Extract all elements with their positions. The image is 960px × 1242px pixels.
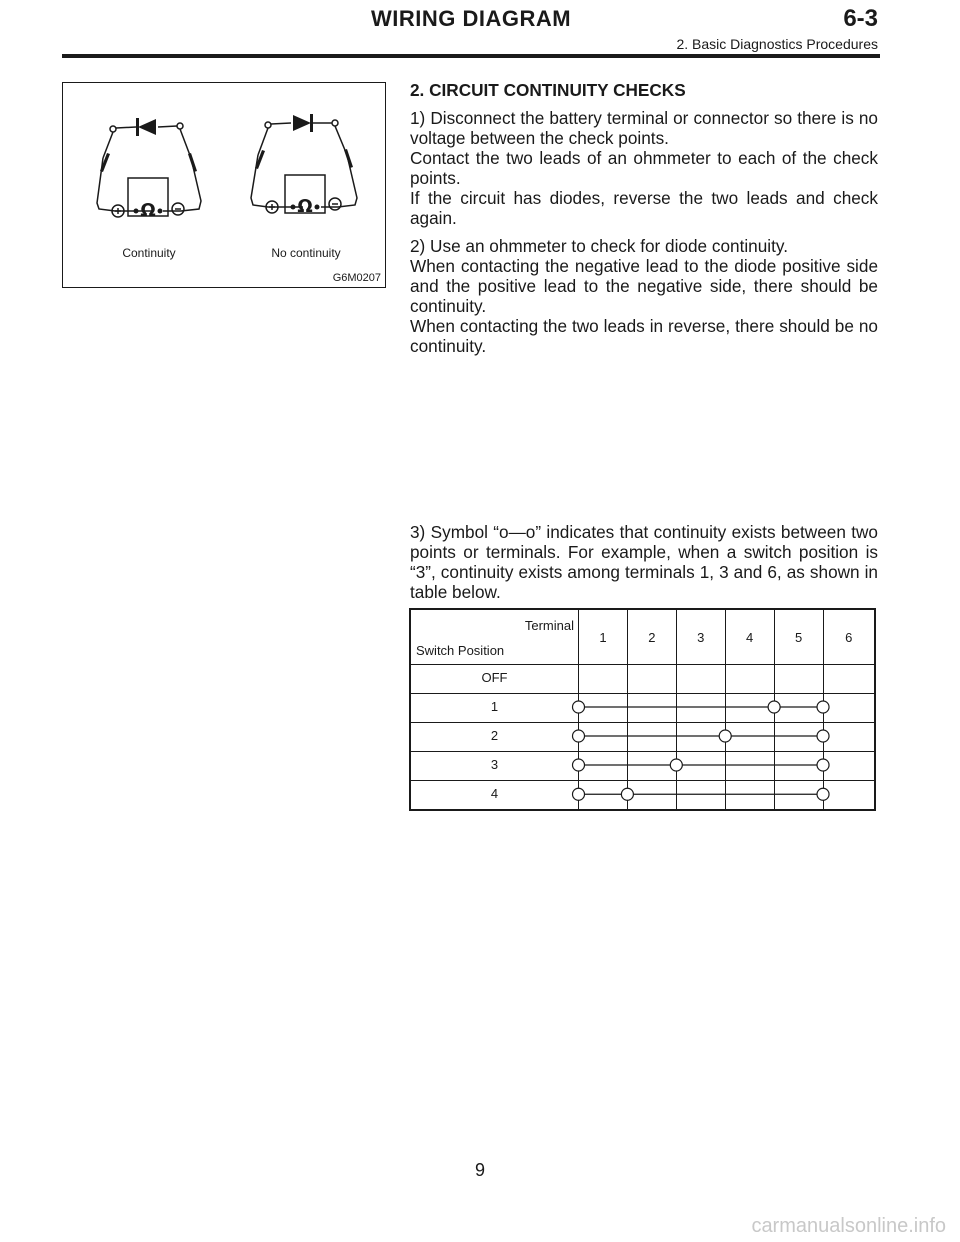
header-title: WIRING DIAGRAM — [370, 6, 572, 31]
switch-position-label: OFF — [410, 665, 579, 694]
table-cell — [579, 694, 628, 723]
table-cell — [823, 665, 875, 694]
switch-position-header: Switch Position — [416, 643, 505, 658]
table-cell — [774, 694, 823, 723]
ohm-symbol-right: Ω — [297, 196, 313, 217]
paragraph: When contacting the two leads in reverse, there should be no continuity. — [410, 316, 878, 356]
terminal-col-header: 6 — [823, 609, 875, 665]
table-cell — [627, 694, 676, 723]
table-cell — [774, 665, 823, 694]
section-text-lower — [410, 522, 878, 602]
table-row — [410, 781, 875, 811]
ohm-symbol-left: Ω — [140, 200, 156, 221]
paragraph: 1) Disconnect the battery terminal or connector so there is no voltage between the check points. — [410, 108, 878, 148]
table-corner — [410, 609, 579, 665]
table-row — [410, 752, 875, 781]
table-cell — [725, 781, 774, 811]
terminal-col-header: 1 — [579, 609, 628, 665]
table-cell — [823, 694, 875, 723]
table-row — [410, 723, 875, 752]
figure-id: G6M0207 — [332, 272, 381, 284]
switch-position-label: 2 — [410, 723, 579, 752]
table-cell — [627, 752, 676, 781]
table-cell — [676, 781, 725, 811]
paragraph: 2) Use an ohmmeter to check for diode continuity. — [410, 236, 788, 256]
table-cell — [579, 752, 628, 781]
table-cell — [627, 781, 676, 811]
diode-diagram — [63, 83, 385, 287]
table-cell — [823, 781, 875, 811]
table-cell — [579, 665, 628, 694]
section-heading: 2. CIRCUIT CONTINUITY CHECKS — [410, 80, 686, 100]
table-cell — [627, 665, 676, 694]
table-cell — [823, 752, 875, 781]
table-cell — [676, 752, 725, 781]
table-cell — [725, 752, 774, 781]
continuity-table — [409, 608, 876, 811]
table-cell — [725, 665, 774, 694]
table-header-row — [410, 609, 875, 665]
table-cell — [579, 723, 628, 752]
paragraph: 3) Symbol “o—o” indicates that continuity exists between two points or terminals. For example, when a switch position is “3”, continuity exists among terminals 1, 3 and 6, as shown in table below. — [410, 522, 878, 602]
paragraph: Contact the two leads of an ohmmeter to each of the check points. — [410, 148, 878, 188]
terminal-col-header: 3 — [676, 609, 725, 665]
section-text-upper — [410, 80, 878, 356]
table-row — [410, 665, 875, 694]
switch-position-label: 4 — [410, 781, 579, 811]
table-cell — [676, 723, 725, 752]
page-header — [62, 0, 880, 58]
section-number: 6-3 — [843, 5, 878, 32]
table-cell — [627, 723, 676, 752]
table-cell — [774, 723, 823, 752]
table-cell — [725, 694, 774, 723]
table-cell — [823, 723, 875, 752]
no-continuity-label: No continuity — [271, 246, 341, 260]
continuity-label: Continuity — [122, 246, 176, 260]
table-cell — [725, 723, 774, 752]
terminal-col-header: 5 — [774, 609, 823, 665]
table-cell — [774, 752, 823, 781]
watermark: carmanualsonline.info — [751, 1215, 946, 1237]
table-cell — [676, 694, 725, 723]
paragraph: If the circuit has diodes, reverse the two leads and check again. — [410, 188, 878, 228]
switch-position-label: 3 — [410, 752, 579, 781]
terminal-header: Terminal — [524, 618, 574, 633]
table-cell — [579, 781, 628, 811]
page-number: 9 — [474, 1160, 485, 1180]
header-subtitle: 2. Basic Diagnostics Procedures — [676, 36, 878, 52]
terminal-col-header: 2 — [627, 609, 676, 665]
continuity-figure — [62, 82, 386, 288]
table-row — [410, 694, 875, 723]
table-cell — [676, 665, 725, 694]
switch-position-label: 1 — [410, 694, 579, 723]
paragraph: When contacting the negative lead to the diode positive side and the positive lead to the negative side, there should be continuity. — [410, 256, 878, 316]
header-rule — [62, 54, 880, 58]
table-cell — [774, 781, 823, 811]
terminal-col-header: 4 — [725, 609, 774, 665]
